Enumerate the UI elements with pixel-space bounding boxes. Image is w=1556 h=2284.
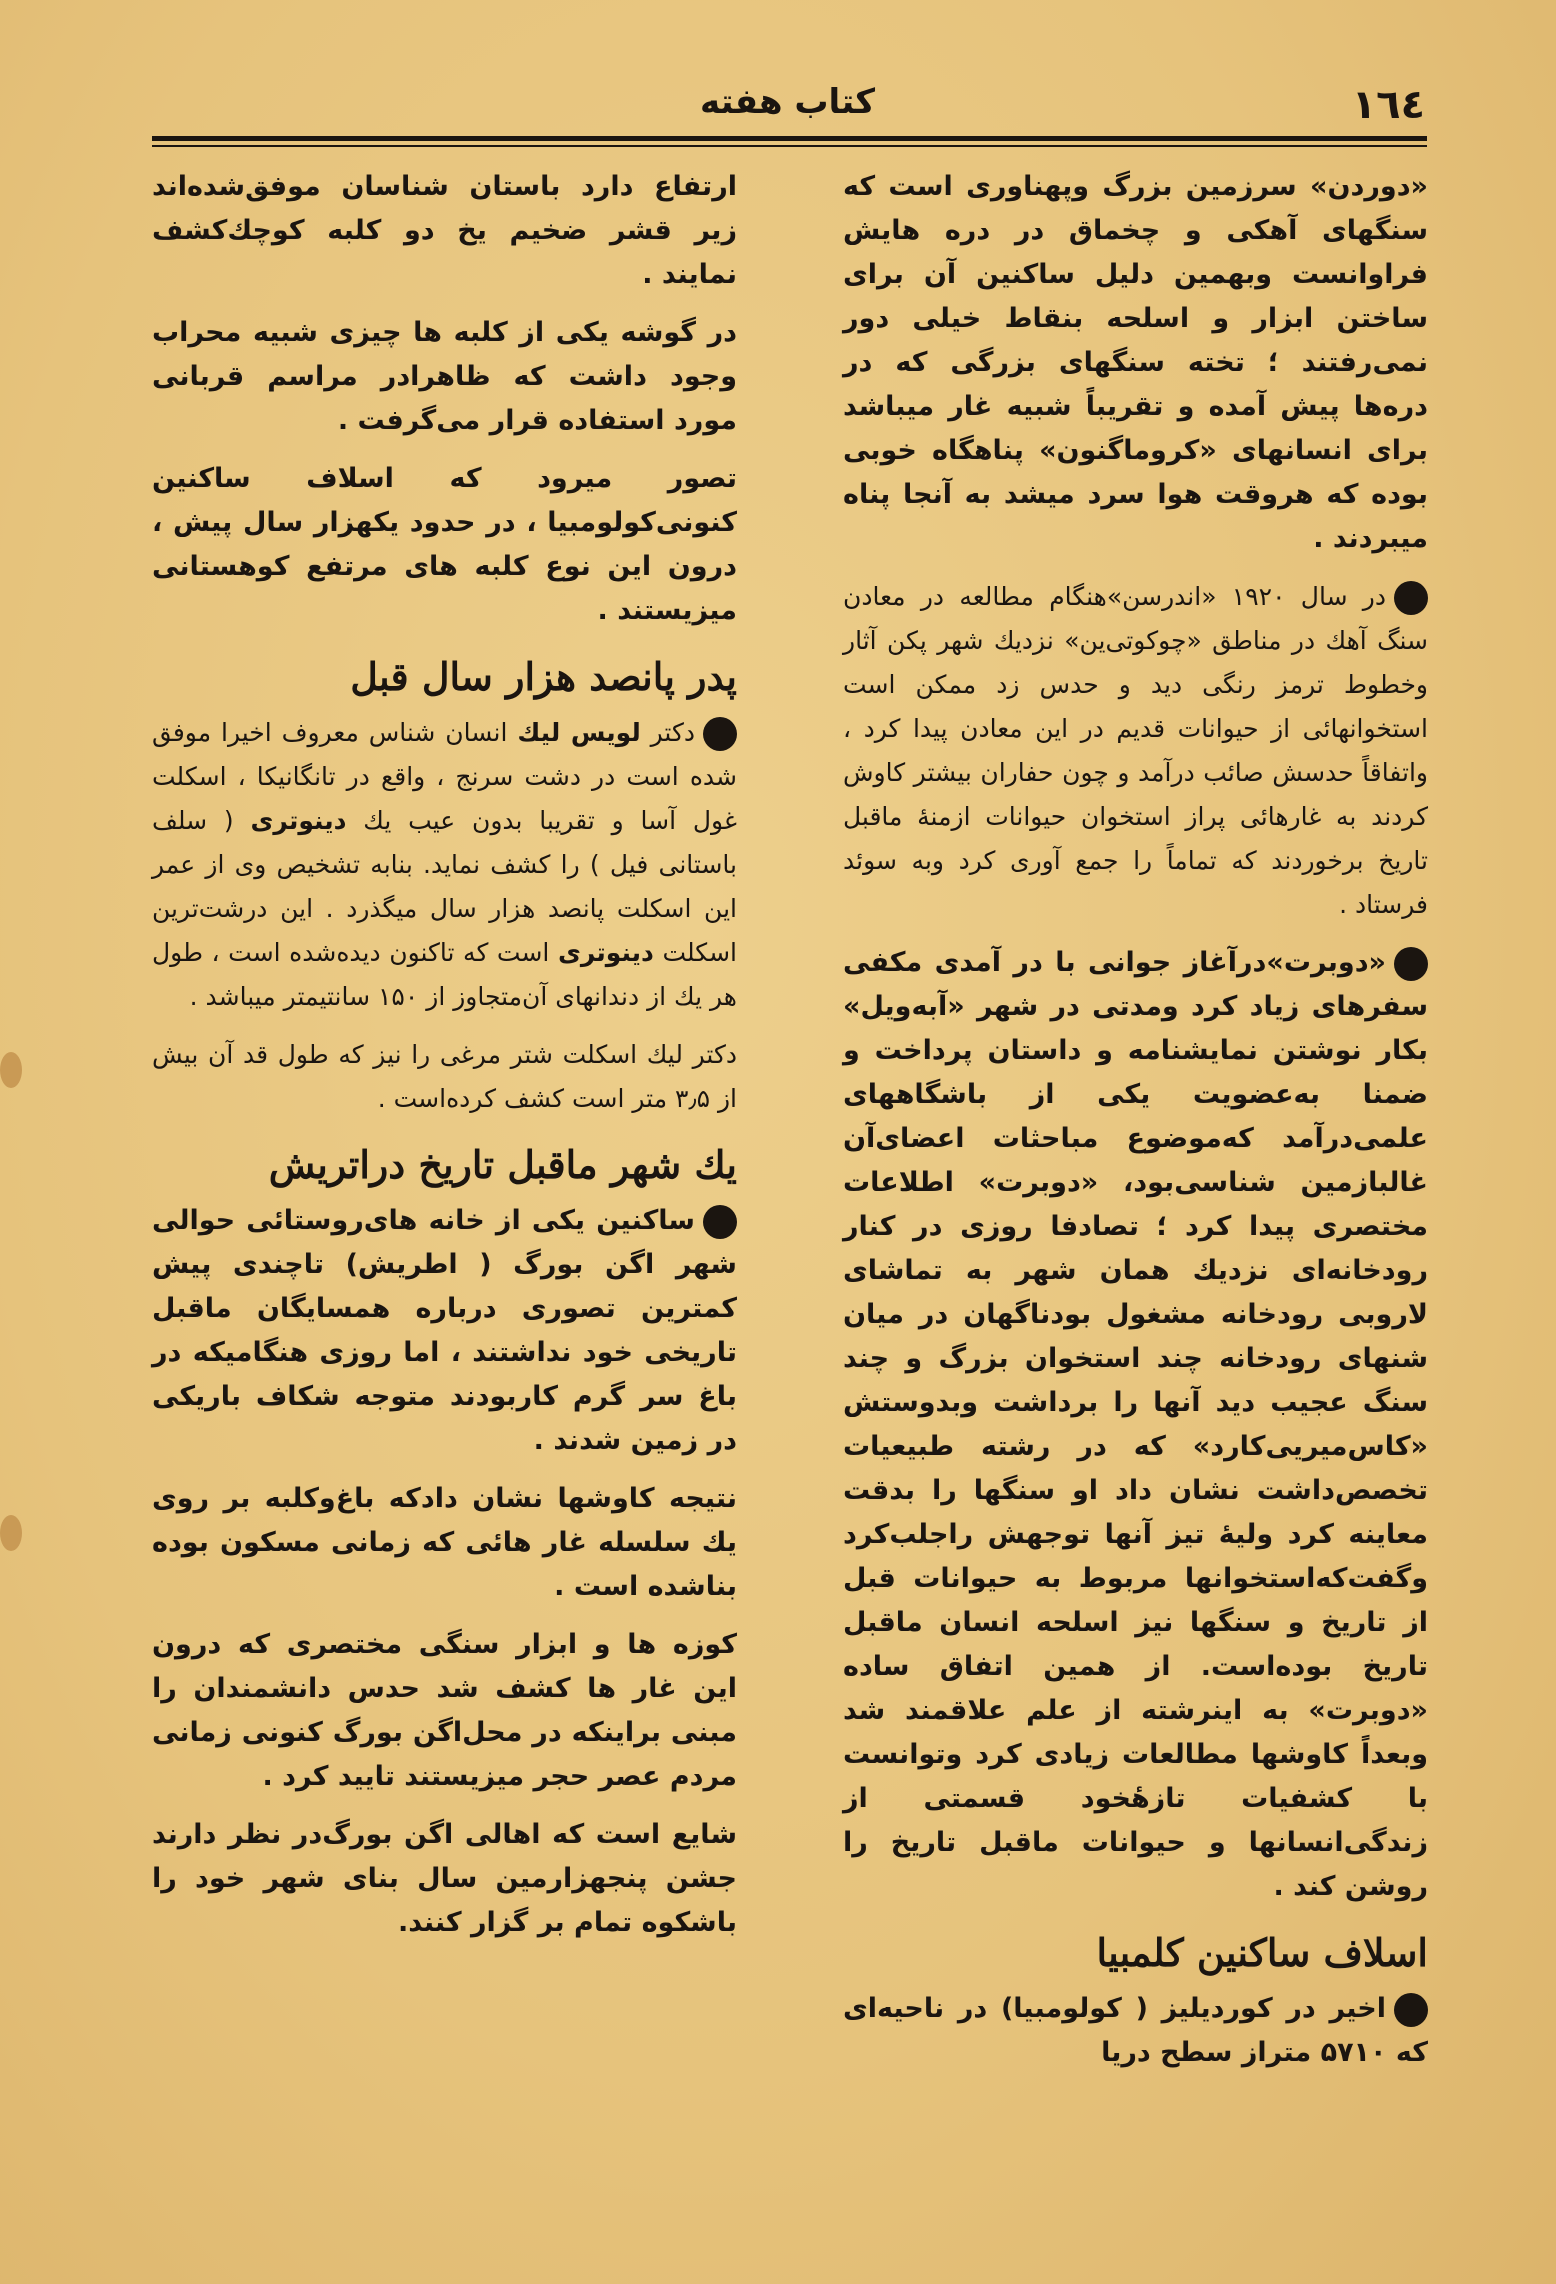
paragraph: کوزه ها و ابزار سنگی مختصری که درون این غار ها کشف شد حدس دانشمندان را مبنی براینکه در محل‌اگن بورگ کنونی زمانی مردم عصر حجر میزیستند تایید کرد . [152, 1629, 737, 1792]
book-title: کتاب هفته [700, 82, 875, 122]
paragraph: «دوبرت»درآغاز جوانی با در آمدی مکفی سفرهای زیاد کرد ومدتی در شهر «آبه‌ویل» بکار نوشتن نمایشنامه و داستان پرداخت و ضمنا به‌عضویت یکی از باشگاههای علمی‌درآمد که‌موضوع مباحثات اعضای‌آن غالبازمین شناسی‌بود، «دوبرت» اطلاعات مختصری پیدا کرد ؛ تصادفا روزی در کنار رودخانه‌ای نزدیك همان شهر به تماشای لاروبی رودخانه مشغول بودناگهان در میان شنهای رودخانه چند استخوان بزرگ و چند سنگ عجیب دید آنها را برداشت وبدوستش «کاس‌میریی‌کارد» که در رشته طبیعیات تخصص‌داشت نشان داد او سنگها را بدقت معاینه کرد ولیهٔ تیز آنها توجهش راجلب‌کرد وگفت‌که‌استخوانها مربوط به حیوانات قبل از تاریخ و سنگها نیز اسلحه انسان ماقبل تاریخ بوده‌است. از همین اتفاق ساده «دوبرت» به اینرشته از علم علاقمند شد وبعداً کاوشها مطالعات زیادی کرد وتوانست با کشفیات تازهٔخود قسمتی از زندگی‌انسانها و حیوانات ماقبل تاریخ را روشن کند . [843, 947, 1428, 1902]
paragraph: شایع است که اهالی اگن بورگ‌در نظر دارند جشن پنجهزارمین سال بنای شهر خود را باشکوه تمام بر گزار کنند. [152, 1819, 737, 1938]
bullet-icon [703, 717, 737, 751]
person-name: لویس لیك [517, 718, 641, 747]
paragraph: نتیجه کاوشها نشان دادکه باغ‌وکلبه بر روی یك سلسله غار هائی که زمانی مسکون بوده بناشده است . [152, 1483, 737, 1602]
paragraph: اخیر در کوردیلیز ( کولومبیا) در ناحیه‌ای که ۵۷۱۰ متراز سطح دریا [843, 1993, 1428, 2068]
paragraph: دکتر لیك اسکلت شتر مرغی را نیز که طول قد آن بیش از ۳٫۵ متر است کشف کرده‌است . [152, 1040, 737, 1113]
header-rule [152, 136, 1427, 141]
bullet-icon [1394, 1993, 1428, 2027]
paragraph: در گوشه یکی از کلبه ها چیزی شبیه محراب وجود داشت که ظاهرادر مراسم قربانی مورد استفاده قرار می‌گرفت . [152, 317, 737, 436]
paragraph: دکتر لویس لیك انسان شناس معروف اخیرا موفق شده است در دشت سرنج ، واقع در تانگانیکا ، اسکلت غول آسا و تقریبا بدون عیب یك دینوتری ( سلف باستانی فیل ) را کشف نماید. بنابه تشخیص وی از عمر این اسکلت پانصد هزار سال میگذرد . این درشت‌ترین اسکلت دینوتری است که تاکنون دیده‌شده است ، طول هر یك از دندانهای آن‌متجاوز از ۱۵۰ سانتیمتر میباشد . [152, 718, 738, 1011]
bullet-icon [703, 1205, 737, 1239]
left-column [152, 165, 737, 1959]
term: دینوتری [250, 806, 347, 835]
page-header [150, 72, 1425, 142]
right-column [843, 165, 1428, 2089]
paragraph: تصور میرود که اسلاف ساکنین کنونی‌کولومبیا ، در حدود یکهزار سال پیش ، درون این نوع کلبه های مرتفع کوهستانی میزیستند . [152, 463, 737, 626]
paragraph: ارتفاع دارد باستان شناسان موفق‌شده‌اند زیر قشر ضخیم یخ دو کلبه کوچك‌کشف نمایند . [152, 171, 737, 290]
paragraph: ساکنین یکی از خانه های‌روستائی حوالی شهر اگن بورگ ( اطریش) تاچندی پیش کمترین تصوری درباره همسایگان ماقبل تاریخی خود نداشتند ، اما روزی هنگامیکه در باغ سر گرم کاربودند متوجه شکاف باریکی در زمین شدند . [152, 1205, 737, 1456]
header-rule-thin [152, 145, 1427, 147]
paragraph: «دوردن» سرزمین بزرگ وپهناوری است که سنگهای آهکی و چخماق در دره هایش فراوانست وبهمین دلیل ساکنین آن برای ساختن ابزار و اسلحه بنقاط خیلی دور نمی‌رفتند ؛ تخته سنگهای بزرگی که در دره‌ها پیش آمده و تقریباً شبیه غار میباشد برای انسانهای «کروماگنون» پناهگاه خوبی بوده که هروقت هوا سرد میشد به آنجا پناه میبردند . [843, 171, 1428, 554]
bullet-icon [1394, 581, 1428, 615]
section-heading: یك شهر ماقبل تاریخ دراتریش [268, 1142, 737, 1187]
section-heading: اسلاف ساکنین کلمبیا [1096, 1930, 1428, 1975]
bullet-icon [1394, 947, 1428, 981]
punch-hole [0, 1052, 22, 1088]
term: دینوتری [557, 938, 654, 967]
section-heading: پدر پانصد هزار سال قبل [350, 654, 737, 699]
punch-hole [0, 1515, 22, 1551]
page-number: ۱٦٤ [1351, 82, 1425, 128]
paragraph: در سال ۱۹۲۰ «اندرسن»هنگام مطالعه در معادن سنگ آهك در مناطق «چوکوتی‌ین» نزدیك شهر پکن آثار وخطوط ترمز رنگی دید و حدس زد ممکن است استخوانهائی از حیوانات قدیم در این معادن پیدا کرد ، واتفاقاً حدسش صائب درآمد و چون حفاران بیشتر کاوش کردند به غارهائی پراز استخوان حیوانات ازمنهٔ ماقبل تاریخ برخوردند که تماماً را جمع آوری کرد وبه سوئد فرستاد . [843, 582, 1428, 919]
